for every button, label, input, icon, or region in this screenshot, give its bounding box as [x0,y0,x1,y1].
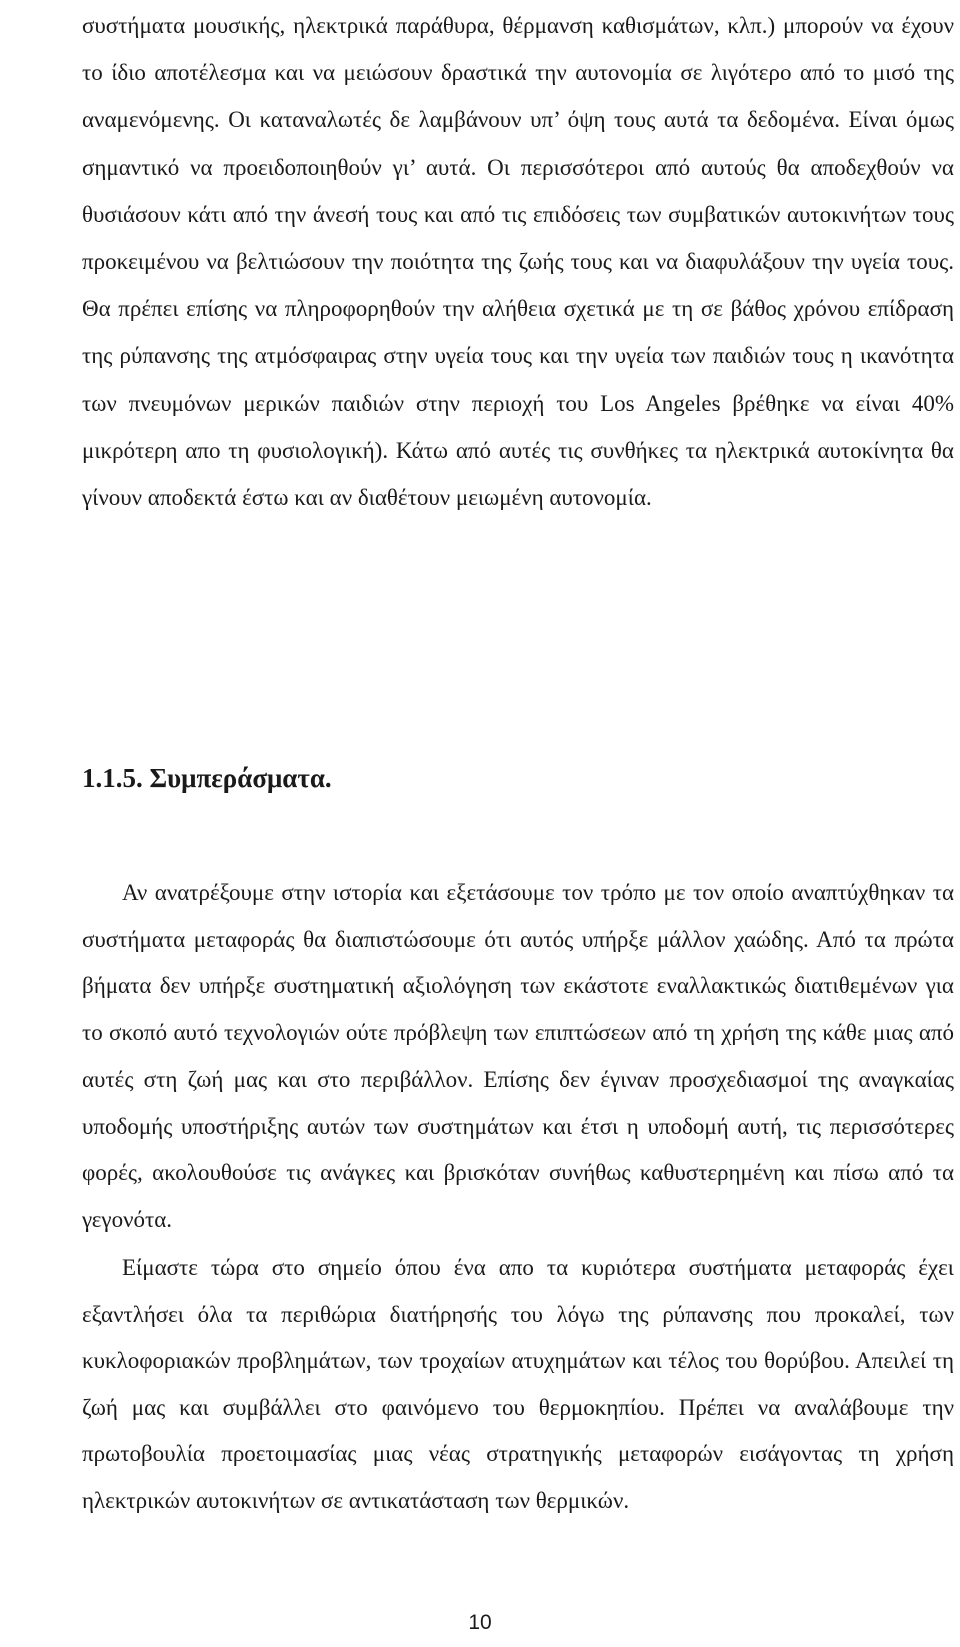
continuation-paragraph: συστήματα μουσικής, ηλεκτρικά παράθυρα, θέρμανση καθισμάτων, κλπ.) μπορούν να έχουν το ίδιο αποτέλεσμα και να μειώσουν δραστικά την αυτονομία σε λιγότερο από το μισό της αναμενόμενης. Οι καταναλωτές δε λαμβάνουν υπ’ όψη τους αυτά τα δεδομένα. Είναι όμως σημαντικό να προειδοποιηθούν γι’ αυτά. Οι περισσότεροι από αυτούς θα αποδεχθούν να θυσιάσουν κάτι από την άνεσή τους και από τις επιδόσεις των συμβατικών αυτοκινήτων τους προκειμένου να βελτιώσουν την ποιότητα της ζωής τους και να διαφυλάξουν την υγεία τους. Θα πρέπει επίσης να πληροφορηθούν την αλήθεια σχετικά με τη σε βάθος χρόνου επίδραση της ρύπανσης της ατμόσφαιρας στην υγεία τους και την υγεία των παιδιών τους η ικανότητα των πνευμόνων μερικών παιδιών στην περιοχή του Los Angeles βρέθηκε να είναι 40% μικρότερη απο τη φυσιολογική). Κάτω από αυτές τις συνθήκες τα ηλεκτρικά αυτοκίνητα θα γίνουν αποδεκτά έστω και αν διαθέτουν μειωμένη αυτονομία. [82,13,954,511]
body-paragraph: Είμαστε τώρα στο σημείο όπου ένα απο τα κυριότερα συστήματα μεταφοράς έχει εξαντλήσει όλα τα περιθώρια διατήρησής του λόγω της ρύπανσης που προκαλεί, των κυκλοφοριακών προβλημάτων, των τροχαίων ατυχημάτων και τέλος του θορύβου. Απειλεί τη ζωή μας και συμβάλλει στο φαινόμενο του θερμοκηπίου. Πρέπει να αναλάβουμε την πρωτοβουλία προετοιμασίας μιας νέας στρατηγικής μεταφορών εισάγοντας τη χρήση ηλεκτρικών αυτοκινήτων σε αντικατάσταση των θερμικών. [82,1255,954,1513]
page-number: 10 [468,1611,492,1634]
section-heading: 1.1.5. Συμπεράσματα. [82,763,332,793]
body-paragraph: Αν ανατρέξουμε στην ιστορία και εξετάσουμε τον τρόπο με τον οποίο αναπτύχθηκαν τα συστήματα μεταφοράς θα διαπιστώσουμε ότι αυτός υπήρξε μάλλον χαώδης. Από τα πρώτα βήματα δεν υπήρξε συστηματική αξιολόγηση των εκάστοτε εναλλακτικώς διατιθεμένων για το σκοπό αυτό τεχνολογιών ούτε πρόβλεψη των επιπτώσεων από τη χρήση της κάθε μιας από αυτές στη ζωή μας και στο περιβάλλον. Επίσης δεν έγιναν προσχεδιασμοί της αναγκαίας υποδομής υποστήριξης αυτών των συστημάτων και έτσι η υποδομή αυτή, τις περισσότερες φορές, ακολουθούσε τις ανάγκες και βρισκόταν συνήθως καθυστερημένη και πίσω από τα γεγονότα. [82,880,954,1232]
